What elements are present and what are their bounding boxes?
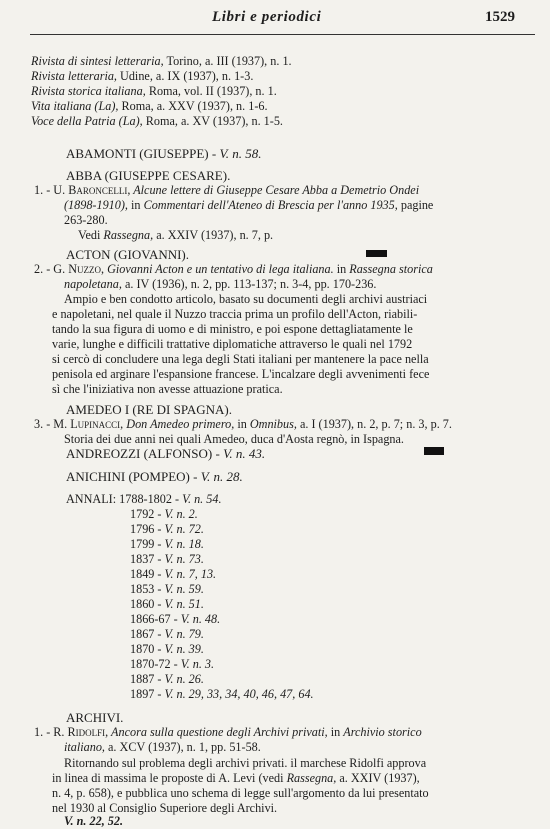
annali-row: 1796 - V. n. 72.	[130, 522, 204, 536]
entry-andreozzi: ANDREOZZI (ALFONSO) - V. n. 43.	[66, 446, 266, 461]
annali-row: 1792 - V. n. 2.	[130, 507, 198, 521]
annali-row: 1799 - V. n. 18.	[130, 537, 204, 551]
archivi-body-line: Ritornando sul problema degli archivi privati. il marchese Ridolfi approva	[64, 756, 427, 770]
archivi-body-line: in linea di massima le proposte di A. Levi (vedi Rassegna, a. XXIV (1937),	[52, 771, 420, 785]
periodical-entry: Rivista di sintesi letteraria, Torino, a. III (1937), n. 1.	[31, 54, 292, 68]
acton-body-line: varie, lunghe e difficili trattative diplomatiche attraverso le quali nel 1792	[52, 337, 413, 351]
acton-body-line: e napoletani, nel quale il Nuzzo traccia prima un profilo dell'Acton, riabili-	[52, 307, 418, 321]
annali-heading: ANNALI: 1788-1802 - V. n. 54.	[66, 492, 222, 506]
annali-row: 1860 - V. n. 51.	[130, 597, 204, 611]
acton-body-line: sì che l'iniziativa non avesse attuazione pratica.	[52, 382, 283, 396]
acton-body-line: penisola ed arginare l'espansione francese. L'incalzare degli avvenimenti fece	[52, 367, 430, 381]
periodical-entry: Rivista letteraria, Udine, a. IX (1937), n. 1-3.	[31, 69, 254, 83]
abba-citation-line2: (1898-1910), in Commentari dell'Ateneo di Brescia per l'anno 1935, pagine	[64, 198, 434, 212]
page-number: 1529	[485, 9, 515, 25]
acton-citation-line1: 2. - G. Nuzzo, Giovanni Acton e un tentativo di lega italiana. in Rassegna storica	[34, 262, 433, 276]
abba-citation-line3: 263-280.	[64, 213, 108, 227]
acton-body-line: Ampio e ben condotto articolo, basato su documenti degli archivi austriaci	[64, 292, 428, 306]
annali-row: 1853 - V. n. 59.	[130, 582, 204, 596]
archivi-body-line: nel 1930 al Consiglio Superiore degli Archivi.	[52, 801, 278, 815]
heading-amedeo: AMEDEO I (RE DI SPAGNA).	[66, 402, 232, 417]
annali-row: 1887 - V. n. 26.	[130, 672, 204, 686]
ink-blot	[366, 250, 387, 257]
annali-row: 1897 - V. n. 29, 33, 34, 40, 46, 47, 64.	[130, 687, 314, 701]
heading-archivi: ARCHIVI.	[66, 710, 124, 725]
abba-citation-line1: 1. - U. Baroncelli, Alcune lettere di Giuseppe Cesare Abba a Demetrio Ondei	[34, 183, 420, 197]
abba-see-also: Vedi Rassegna, a. XXIV (1937), n. 7, p.	[78, 228, 274, 242]
archivi-body-line: n. 4, p. 658), e pubblica uno schema di legge sull'argomento da lui presentato	[52, 786, 429, 800]
archivi-citation-line2: italiano, a. XCV (1937), n. 1, pp. 51-58.	[64, 740, 261, 754]
heading-abba: ABBA (GIUSEPPE CESARE).	[66, 168, 231, 183]
annali-row: 1866-67 - V. n. 48.	[130, 612, 221, 626]
acton-citation-line2: napoletana, a. IV (1936), n. 2, pp. 113-137; n. 3-4, pp. 170-236.	[64, 277, 377, 291]
amedeo-citation: 3. - M. Lupinacci, Don Amedeo primero, in Omnibus, a. I (1937), n. 2, p. 7; n. 3, p. 7.	[34, 417, 452, 431]
entry-anichini: ANICHINI (POMPEO) - V. n. 28.	[66, 469, 243, 484]
annali-row: 1870-72 - V. n. 3.	[130, 657, 215, 671]
acton-body-line: tando la sua figura di uomo e di ministro, e poi espone dettagliatamente le	[52, 322, 413, 336]
archivi-citation-line1: 1. - R. Ridolfi, Ancora sulla questione degli Archivi privati, in Archivio storico	[34, 725, 422, 739]
amedeo-body: Storia dei due anni nei quali Amedeo, duca d'Aosta regnò, in Ispagna.	[64, 432, 404, 446]
periodical-entry: Rivista storica italiana, Roma, vol. II (1937), n. 1.	[31, 84, 277, 98]
ink-blot	[424, 447, 444, 455]
periodical-entry: Voce della Patria (La), Roma, a. XV (1937), n. 1-5.	[31, 114, 283, 128]
annali-row: 1870 - V. n. 39.	[130, 642, 204, 656]
archivi-see-also: V. n. 22, 52.	[64, 814, 124, 828]
heading-acton: ACTON (GIOVANNI).	[66, 247, 190, 262]
acton-body-line: si cercò di concludere una lega degli Stati italiani per mantenere la pace nella	[52, 352, 429, 366]
annali-row: 1837 - V. n. 73.	[130, 552, 204, 566]
running-title: Libri e periodici	[212, 9, 322, 25]
entry-abamonti: ABAMONTI (GIUSEPPE) - V. n. 58.	[66, 146, 262, 161]
header-rule	[30, 34, 535, 35]
annali-row: 1867 - V. n. 79.	[130, 627, 204, 641]
periodical-entry: Vita italiana (La), Roma, a. XXV (1937), n. 1-6.	[31, 99, 268, 113]
annali-row: 1849 - V. n. 7, 13.	[130, 567, 217, 581]
